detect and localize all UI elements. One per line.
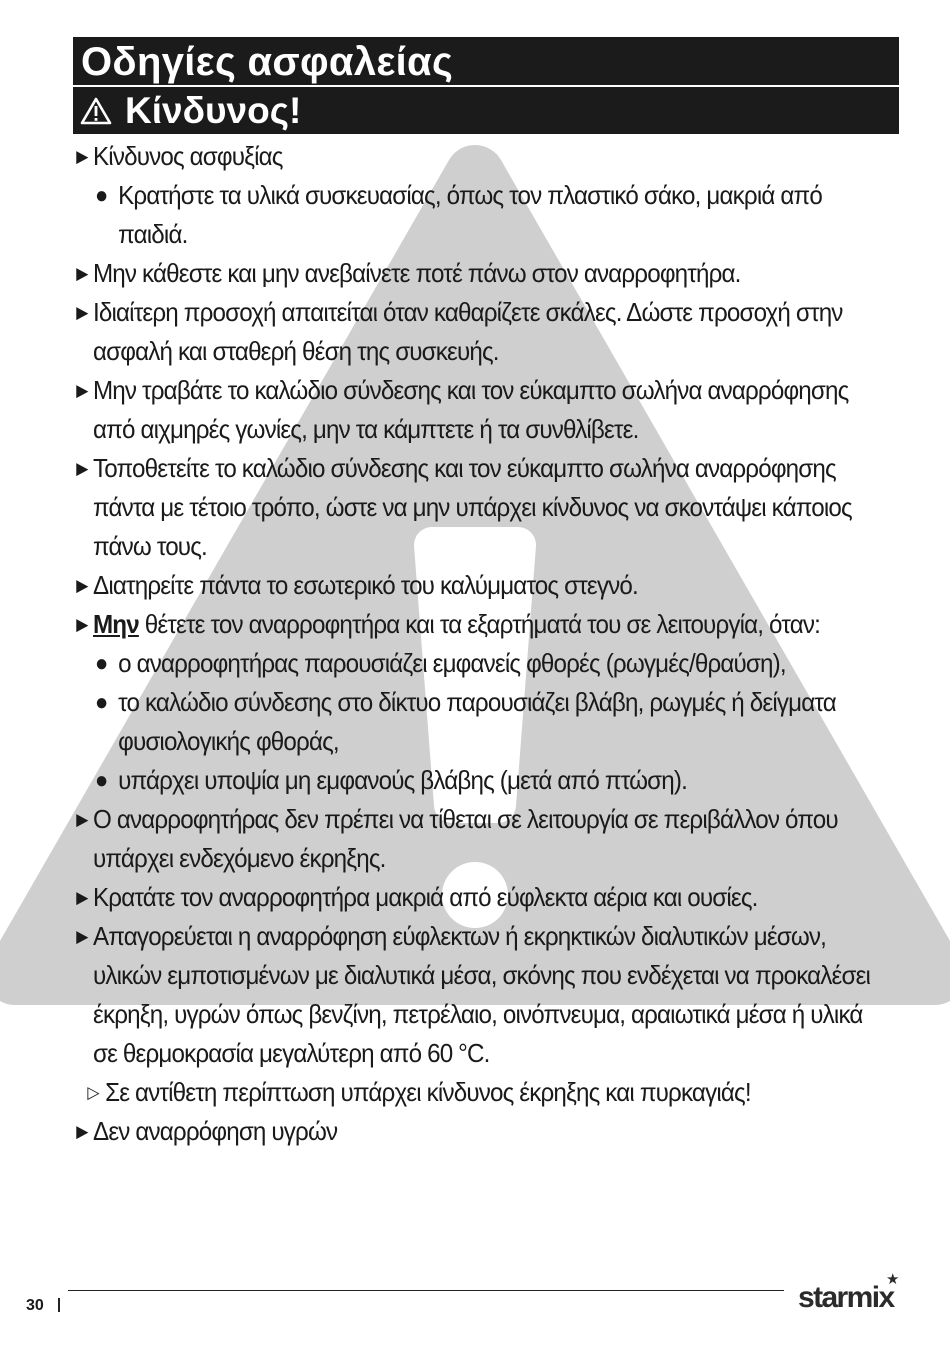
item-text: το καλώδιο σύνδεσης στο δίκτυο παρουσιάζει βλάβη, ρωγμές ή δείγματα φυσιολογικής φθοράς, xyxy=(118,687,836,756)
arrow-bullet-icon: ▶ xyxy=(76,1122,88,1141)
arrow-bullet-icon: ▶ xyxy=(76,381,88,400)
bullet-dot-icon: ● xyxy=(94,767,108,794)
safety-instructions-list xyxy=(0,137,884,1151)
bullet-dot-icon: ● xyxy=(94,182,108,209)
item-text: υπάρχει υποψία μη εμφανούς βλάβης (μετά από πτώση). xyxy=(118,765,687,795)
list-item xyxy=(0,878,884,917)
arrow-bullet-icon: ▶ xyxy=(76,927,88,946)
item-text: θέτετε τον αναρροφητήρα και τα εξαρτήματά του σε λειτουργία, όταν: xyxy=(138,609,820,639)
page-number-separator xyxy=(58,1298,60,1312)
item-text: Ο αναρροφητήρας δεν πρέπει να τίθεται σε λειτουργία σε περιβάλλον όπου υπάρχει ενδεχόμενο έκρηξης. xyxy=(93,804,838,873)
arrow-bullet-icon: ▶ xyxy=(76,303,88,322)
warning-triangle-icon xyxy=(79,96,113,126)
item-text: Μην κάθεστε και μην ανεβαίνετε ποτέ πάνω στον αναρροφητήρα. xyxy=(93,258,741,288)
brand-logo: starmix xyxy=(798,1281,894,1314)
list-item xyxy=(0,1112,884,1151)
list-item xyxy=(0,800,884,878)
consequence-item xyxy=(0,1073,884,1112)
footer-divider xyxy=(68,1290,784,1291)
item-text: Κίνδυνος ασφυξίας xyxy=(93,141,283,171)
list-item xyxy=(0,371,884,449)
page-number: 30 xyxy=(26,1297,44,1314)
item-text: Μην τραβάτε το καλώδιο σύνδεσης και τον εύκαμπτο σωλήνα αναρρόφησης από αιχμηρές γωνίες, μην τα κάμπτετε ή τα συνθλίβετε. xyxy=(93,375,849,444)
danger-label: Κίνδυνος! xyxy=(125,89,302,131)
item-text: ο αναρροφητήρας παρουσιάζει εμφανείς φθορές (ρωγμές/θραύση), xyxy=(118,648,786,678)
item-text: Κρατάτε τον αναρροφητήρα μακριά από εύφλεκτα αέρια και ουσίες. xyxy=(93,882,758,912)
bullet-dot-icon: ● xyxy=(94,689,108,716)
bullet-dot-icon: ● xyxy=(94,650,108,677)
arrow-bullet-icon: ▶ xyxy=(76,888,88,907)
brand-star-icon: ★ xyxy=(886,1271,900,1288)
arrow-bullet-icon: ▶ xyxy=(76,810,88,829)
list-item xyxy=(0,254,884,293)
list-item xyxy=(0,566,884,605)
item-text: Κρατήστε τα υλικά συσκευασίας, όπως τον πλαστικό σάκο, μακριά από παιδιά. xyxy=(118,180,823,249)
item-text: Απαγορεύεται η αναρρόφηση εύφλεκτων ή εκρηκτικών διαλυτικών μέσων, υλικών εμποτισμένων με διαλυτικά μέσα, σκόνης που ενδέχεται να προκαλέσει έκρηξη, υγρών όπως βενζίνη, πετρέλαιο, οινόπνευμα, αραιωτικά μέσα ή υλικά σε θερμοκρασία μεγαλύτερη από 60 °C. xyxy=(93,921,871,1068)
list-item xyxy=(0,605,884,644)
list-item xyxy=(0,293,884,371)
list-item xyxy=(0,449,884,566)
arrow-bullet-icon: ▶ xyxy=(76,147,88,166)
outline-arrow-icon: ▷ xyxy=(87,1083,99,1102)
sub-bullet-item xyxy=(0,683,884,761)
sub-bullet-item xyxy=(0,761,884,800)
item-text: Διατηρείτε πάντα το εσωτερικό του καλύμματος στεγνό. xyxy=(93,570,638,600)
item-text: Δεν αναρρόφηση υγρών xyxy=(93,1116,338,1146)
arrow-bullet-icon: ▶ xyxy=(76,615,88,634)
danger-heading xyxy=(73,87,899,134)
arrow-bullet-icon: ▶ xyxy=(76,576,88,595)
list-item xyxy=(0,917,884,1073)
emphasis-text: Μην xyxy=(93,609,139,639)
item-text: Ιδιαίτερη προσοχή απαιτείται όταν καθαρίζετε σκάλες. Δώστε προσοχή στην ασφαλή και σταθερή θέση της συσκευής. xyxy=(93,297,843,366)
sub-bullet-item xyxy=(0,644,884,683)
item-text: Τοποθετείτε το καλώδιο σύνδεσης και τον εύκαμπτο σωλήνα αναρρόφησης πάντα με τέτοιο τρόπο, ώστε να μην υπάρχει κίνδυνος να σκοντάψει κάποιος πάνω τους. xyxy=(93,453,852,561)
page-title: Οδηγίες ασφαλείας xyxy=(73,37,899,85)
item-text: Σε αντίθετη περίπτωση υπάρχει κίνδυνος έκρηξης και πυρκαγιάς! xyxy=(105,1077,751,1107)
sub-bullet-item xyxy=(0,176,884,254)
arrow-bullet-icon: ▶ xyxy=(76,264,88,283)
arrow-bullet-icon: ▶ xyxy=(76,459,88,478)
list-item xyxy=(0,137,884,176)
